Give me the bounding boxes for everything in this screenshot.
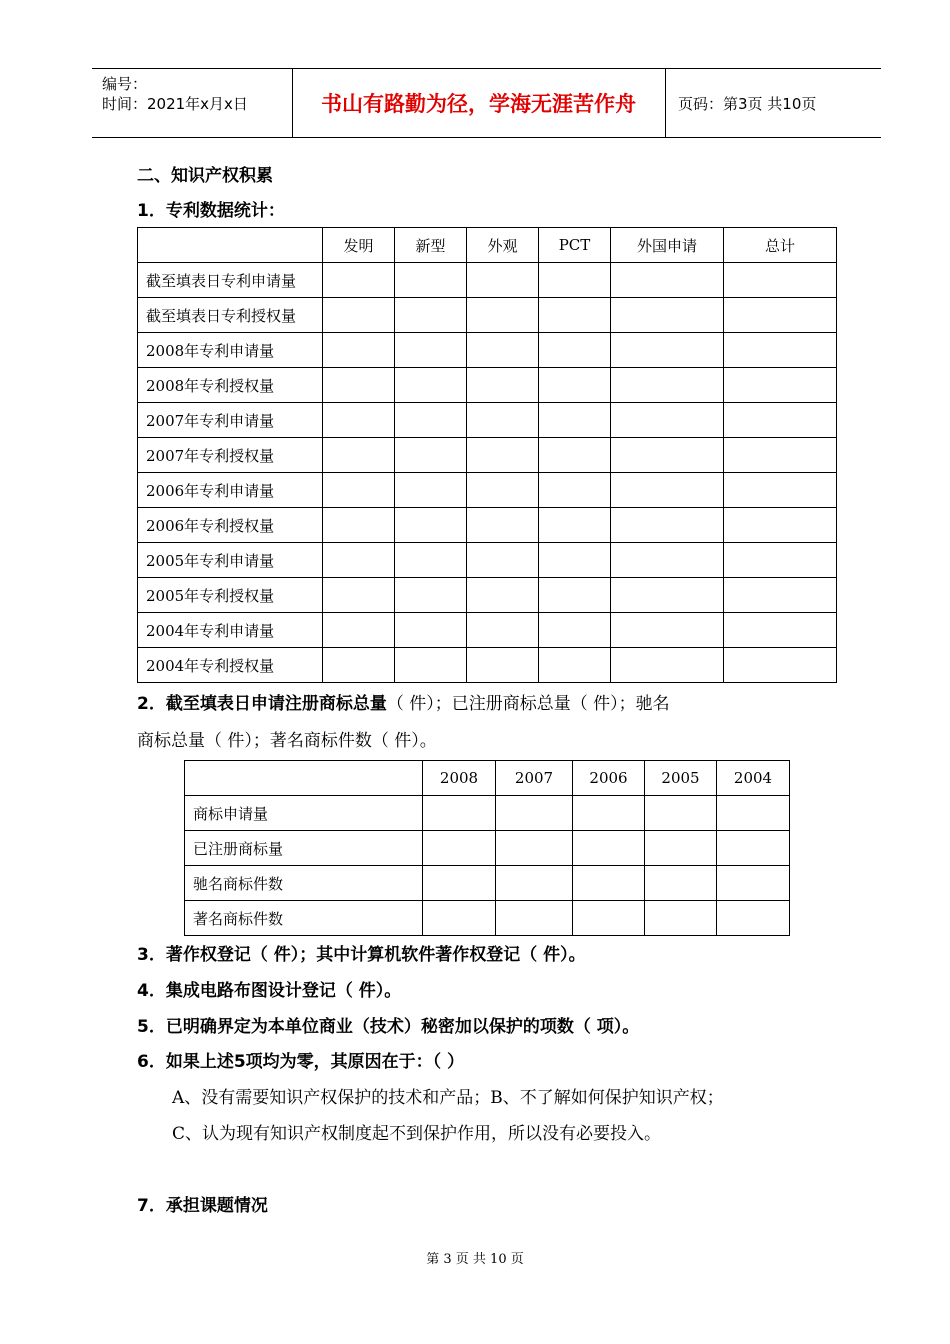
trademark-input-cell[interactable] (496, 831, 573, 866)
trademark-input-cell[interactable] (423, 796, 496, 831)
patent-row-label: 2004年专利申请量 (138, 613, 323, 648)
patent-input-cell[interactable] (467, 263, 539, 298)
item-2-part-a: （ 件）；已注册商标总量（ 件）；驰名 (386, 694, 670, 714)
trademark-input-cell[interactable] (645, 901, 717, 936)
patent-input-cell[interactable] (395, 473, 467, 508)
patent-row (138, 508, 837, 543)
patent-row (138, 648, 837, 683)
trademark-row-label: 已注册商标量 (185, 831, 423, 866)
patent-header-cell (138, 228, 323, 263)
header-number-label: 编号： (102, 75, 148, 93)
patent-input-cell[interactable] (539, 508, 611, 543)
section-title: 二、知识产权积累 (137, 166, 273, 186)
trademark-header-cell: 2006 (573, 761, 645, 796)
patent-row (138, 403, 837, 438)
patent-input-cell[interactable] (611, 473, 724, 508)
patent-header-cell: 发明 (323, 228, 395, 263)
patent-input-cell[interactable] (323, 578, 395, 613)
patent-input-cell[interactable] (395, 368, 467, 403)
patent-input-cell[interactable] (539, 578, 611, 613)
item-2-line2: 商标总量（ 件）；著名商标件数（ 件）。 (137, 731, 437, 751)
trademark-header-cell: 2004 (717, 761, 790, 796)
trademark-header-cell: 2005 (645, 761, 717, 796)
header-page-info: 页码：第3页 共10页 (678, 94, 817, 113)
patent-row (138, 613, 837, 648)
patent-row-label: 2006年专利授权量 (138, 508, 323, 543)
patent-row-label: 2005年专利授权量 (138, 578, 323, 613)
patent-input-cell[interactable] (395, 263, 467, 298)
trademark-row-label: 驰名商标件数 (185, 866, 423, 901)
patent-input-cell[interactable] (539, 648, 611, 683)
patent-input-cell[interactable] (611, 298, 724, 333)
trademark-row-label: 著名商标件数 (185, 901, 423, 936)
patent-input-cell[interactable] (724, 473, 837, 508)
patent-row-label: 2007年专利申请量 (138, 403, 323, 438)
patent-input-cell[interactable] (724, 298, 837, 333)
patent-input-cell[interactable] (539, 543, 611, 578)
patent-input-cell[interactable] (539, 298, 611, 333)
patent-row (138, 368, 837, 403)
patent-row-label: 2004年专利授权量 (138, 648, 323, 683)
patent-input-cell[interactable] (724, 648, 837, 683)
trademark-input-cell[interactable] (717, 796, 790, 831)
trademark-header-cell: 2008 (423, 761, 496, 796)
patent-row-label: 截至填表日专利申请量 (138, 263, 323, 298)
patent-row-label: 2005年专利申请量 (138, 543, 323, 578)
trademark-input-cell[interactable] (645, 831, 717, 866)
patent-input-cell[interactable] (395, 508, 467, 543)
item-3: 3．著作权登记（ 件）；其中计算机软件著作权登记（ 件）。 (137, 945, 586, 965)
patent-input-cell[interactable] (724, 508, 837, 543)
patent-row (138, 543, 837, 578)
option-c: C、认为现有知识产权制度起不到保护作用，所以没有必要投入。 (172, 1124, 662, 1144)
patent-input-cell[interactable] (611, 543, 724, 578)
patent-input-cell[interactable] (611, 508, 724, 543)
patent-input-cell[interactable] (395, 298, 467, 333)
patent-input-cell[interactable] (539, 613, 611, 648)
patent-row-label: 截至填表日专利授权量 (138, 298, 323, 333)
patent-input-cell[interactable] (467, 333, 539, 368)
trademark-input-cell[interactable] (717, 901, 790, 936)
trademark-input-cell[interactable] (573, 866, 645, 901)
patent-input-cell[interactable] (323, 648, 395, 683)
trademark-input-cell[interactable] (717, 831, 790, 866)
trademark-input-cell[interactable] (423, 866, 496, 901)
patent-input-cell[interactable] (539, 368, 611, 403)
patent-input-cell[interactable] (323, 613, 395, 648)
patent-header-row (138, 228, 837, 263)
trademark-table (184, 760, 790, 936)
patent-input-cell[interactable] (611, 333, 724, 368)
patent-input-cell[interactable] (323, 403, 395, 438)
patent-input-cell[interactable] (467, 368, 539, 403)
item-5: 5．已明确界定为本单位商业（技术）秘密加以保护的项数（ 项）。 (137, 1017, 640, 1037)
patent-header-cell: 外观 (467, 228, 539, 263)
header-motto: 书山有路勤为径，学海无涯苦作舟 (292, 69, 666, 137)
trademark-input-cell[interactable] (496, 796, 573, 831)
patent-input-cell[interactable] (539, 333, 611, 368)
patent-input-cell[interactable] (323, 298, 395, 333)
patent-row (138, 333, 837, 368)
trademark-input-cell[interactable] (496, 901, 573, 936)
patent-input-cell[interactable] (539, 263, 611, 298)
patent-input-cell[interactable] (611, 578, 724, 613)
patent-input-cell[interactable] (724, 333, 837, 368)
item-7: 7．承担课题情况 (137, 1196, 268, 1216)
patent-row (138, 438, 837, 473)
patent-input-cell[interactable] (611, 368, 724, 403)
page-footer: 第 3 页 共 10 页 (426, 1252, 524, 1267)
patent-header-cell: PCT (539, 228, 611, 263)
patent-input-cell[interactable] (611, 403, 724, 438)
patent-row (138, 298, 837, 333)
patent-input-cell[interactable] (323, 438, 395, 473)
trademark-header-cell (185, 761, 423, 796)
patent-row (138, 473, 837, 508)
patent-input-cell[interactable] (323, 543, 395, 578)
trademark-row (185, 866, 790, 901)
patent-row (138, 263, 837, 298)
patent-input-cell[interactable] (539, 438, 611, 473)
trademark-input-cell[interactable] (645, 866, 717, 901)
patent-input-cell[interactable] (323, 368, 395, 403)
patent-header-cell: 外国申请 (611, 228, 724, 263)
trademark-header-row (185, 761, 790, 796)
patent-input-cell[interactable] (323, 473, 395, 508)
patent-input-cell[interactable] (611, 613, 724, 648)
header-meta (92, 69, 293, 137)
patent-input-cell[interactable] (467, 613, 539, 648)
patent-input-cell[interactable] (323, 508, 395, 543)
trademark-input-cell[interactable] (573, 796, 645, 831)
patent-input-cell[interactable] (611, 438, 724, 473)
patent-input-cell[interactable] (724, 613, 837, 648)
item-4: 4．集成电路布图设计登记（ 件）。 (137, 981, 402, 1001)
option-ab: A、没有需要知识产权保护的技术和产品；B、不了解如何保护知识产权； (172, 1088, 724, 1108)
trademark-header-cell: 2007 (496, 761, 573, 796)
patent-input-cell[interactable] (724, 368, 837, 403)
trademark-input-cell[interactable] (573, 901, 645, 936)
patent-row-label: 2007年专利授权量 (138, 438, 323, 473)
patent-input-cell[interactable] (467, 543, 539, 578)
patent-input-cell[interactable] (467, 403, 539, 438)
trademark-input-cell[interactable] (645, 796, 717, 831)
patent-header-cell: 新型 (395, 228, 467, 263)
patent-input-cell[interactable] (467, 438, 539, 473)
patent-input-cell[interactable] (395, 333, 467, 368)
patent-input-cell[interactable] (467, 298, 539, 333)
patent-input-cell[interactable] (395, 613, 467, 648)
item-2-line1 (137, 689, 670, 714)
trademark-input-cell[interactable] (423, 901, 496, 936)
patent-row-label: 2008年专利申请量 (138, 333, 323, 368)
patent-input-cell[interactable] (724, 438, 837, 473)
patent-input-cell[interactable] (724, 543, 837, 578)
item-2-prefix: 2．截至填表日申请注册商标总量 (137, 694, 387, 714)
header-time-label: 时间：2021年x月x日 (102, 95, 248, 113)
trademark-row-label: 商标申请量 (185, 796, 423, 831)
item-6: 6．如果上述5项均为零，其原因在于：（ ） (137, 1052, 465, 1072)
patent-input-cell[interactable] (539, 473, 611, 508)
patent-input-cell[interactable] (395, 648, 467, 683)
patent-input-cell[interactable] (467, 648, 539, 683)
patent-input-cell[interactable] (395, 543, 467, 578)
trademark-row (185, 831, 790, 866)
item-1-heading: 1．专利数据统计： (137, 201, 285, 221)
patent-input-cell[interactable] (467, 578, 539, 613)
patent-row-label: 2008年专利授权量 (138, 368, 323, 403)
patent-table (137, 227, 837, 683)
trademark-input-cell[interactable] (717, 866, 790, 901)
trademark-input-cell[interactable] (573, 831, 645, 866)
patent-input-cell[interactable] (395, 578, 467, 613)
trademark-row (185, 901, 790, 936)
page-header (92, 68, 881, 138)
patent-header-cell: 总计 (724, 228, 837, 263)
patent-input-cell[interactable] (724, 403, 837, 438)
patent-input-cell[interactable] (323, 333, 395, 368)
trademark-input-cell[interactable] (496, 866, 573, 901)
trademark-row (185, 796, 790, 831)
trademark-input-cell[interactable] (423, 831, 496, 866)
patent-input-cell[interactable] (724, 578, 837, 613)
patent-input-cell[interactable] (611, 263, 724, 298)
patent-row (138, 578, 837, 613)
patent-input-cell[interactable] (467, 473, 539, 508)
patent-input-cell[interactable] (323, 263, 395, 298)
patent-input-cell[interactable] (467, 508, 539, 543)
patent-input-cell[interactable] (611, 648, 724, 683)
patent-input-cell[interactable] (724, 263, 837, 298)
patent-input-cell[interactable] (539, 403, 611, 438)
patent-input-cell[interactable] (395, 403, 467, 438)
patent-row-label: 2006年专利申请量 (138, 473, 323, 508)
patent-input-cell[interactable] (395, 438, 467, 473)
